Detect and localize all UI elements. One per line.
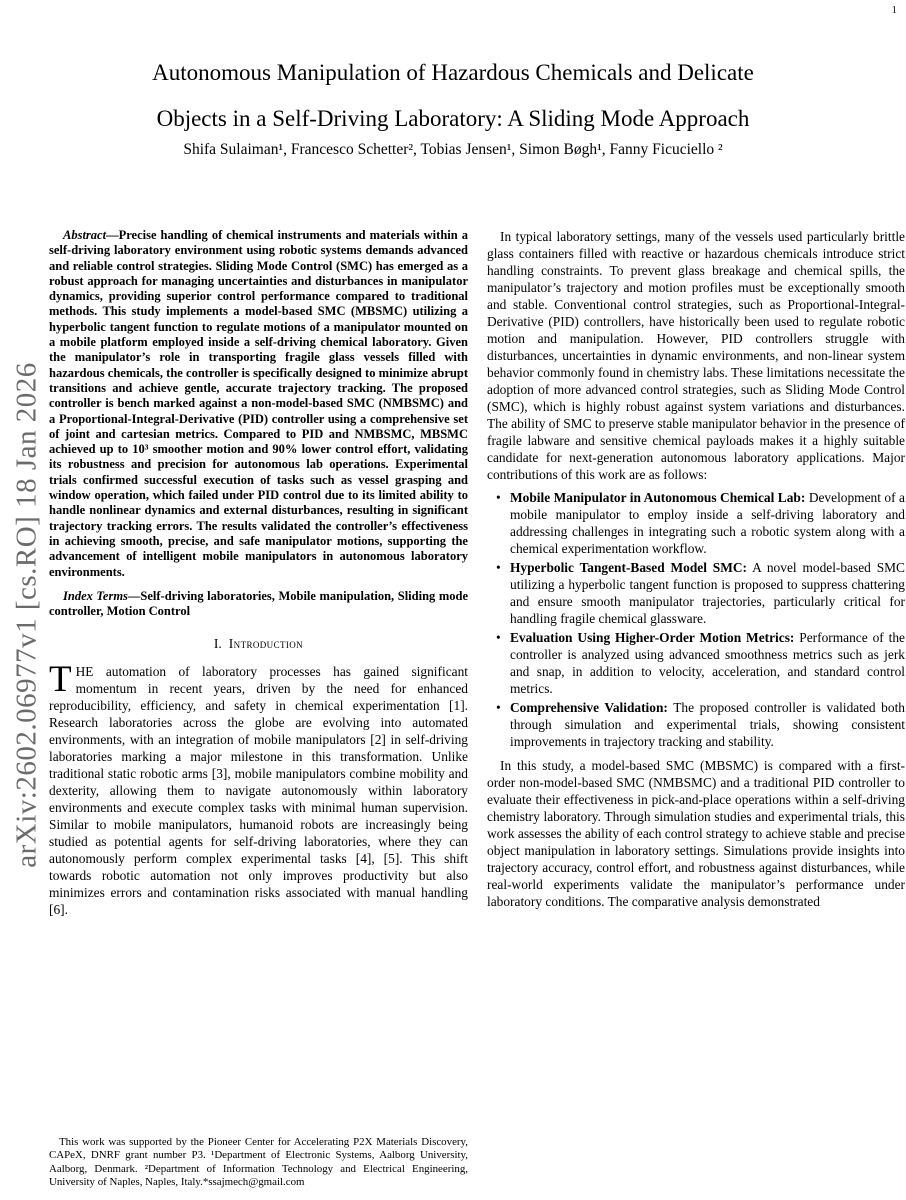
left-column [49, 228, 468, 918]
paper-title [43, 50, 863, 142]
paper-title-line1: Autonomous Manipulation of Hazardous Chemicals and Delicate [152, 60, 754, 85]
contribution-3-lead: Evaluation Using Higher-Order Motion Metrics: [510, 630, 795, 645]
footnote: This work was supported by the Pioneer Center for Accelerating P2X Materials Discovery, CAPeX, DNRF grant number P3. ¹Department of Electronic Systems, Aalborg University, Aalborg, Denmark. ²Department of Information Technology and Electrical Engineering, University of Naples, Naples, Italy.*ssajmech@gmail.com [49, 1136, 468, 1189]
index-terms-paragraph [49, 589, 468, 620]
index-terms-label: Index Terms [63, 588, 128, 603]
contribution-1-lead: Mobile Manipulator in Autonomous Chemical Lab: [510, 490, 806, 505]
contribution-item-1 [496, 489, 905, 557]
contribution-4-lead: Comprehensive Validation: [510, 700, 668, 715]
drop-cap: T [49, 659, 72, 701]
contribution-1-text: Development of a mobile manipulator to employ inside a self-driving laboratory and addressing challenges in integrating such a robotic system along with a chemical experimentation workflow. [510, 490, 905, 556]
intro-paragraph-text: HE automation of laboratory processes has gained significant momentum in recent years, driven by the need for enhanced reproducibility, efficiency, and safety in chemical experimentation [1]. Research laboratories across the globe are evolving into automated environments, with an integration of mobile manipulators [2] in self-driving laboratories marking a major milestone in this transformation. Unlike traditional static robotic arms [3], mobile manipulators combine mobility and dexterity, allowing them to navigate autonomously within laboratory environments and execute complex tasks with minimal human supervision. Similar to mobile manipulators, humanoid robots are increasingly being studied as potential agents for self-driving laboratories, where they can autonomously perform complex experimental tasks [4], [5]. This shift towards robotic automation not only improves productivity but also minimizes errors and contamination risks associated with manual handling [6]. [49, 664, 468, 918]
section-number: I. [213, 636, 222, 652]
right-paragraph-2: In this study, a model-based SMC (MBSMC) is compared with a first-order non-model-based SMC (NMBSMC) and a traditional PID controller to evaluate their effectiveness in pick-and-place operations within a self-driving chemistry laboratory. Through simulation studies and experimental trials, this work assesses the ability of each control strategy to achieve stable and precise object manipulation in laboratory settings. Simulations provide insights into trajectory accuracy, control effort, and robustness against disturbances, while real-world experiments validate the manipulator’s performance under laboratory conditions. The comparative analysis demonstrated [487, 758, 905, 909]
arxiv-watermark: arXiv:2602.06977v1 [cs.RO] 18 Jan 2026 [10, 362, 43, 868]
abstract-paragraph [49, 228, 468, 580]
contribution-2-text: A novel model-based SMC utilizing a hyperbolic tangent function is proposed to suppress chattering and ensure smooth manipulator trajectories, particularly critical for handling fragile chemical glassware. [510, 560, 905, 626]
section-title: Introduction [228, 636, 304, 652]
right-paragraph-1: In typical laboratory settings, many of the vessels used particularly brittle glass containers filled with reactive or hazardous chemicals introduce strict handling constraints. To prevent glass breakage and chemical spills, the manipulator’s trajectory and motion profiles must be exceptionally smooth and stable. Conventional control strategies, such as Proportional-Integral-Derivative (PID) controllers, have historically been used to regulate robotic motion and manipulation. However, PID controllers struggle with disturbances, uncertainties in dynamic environments, and non-linear system behavior commonly found in chemistry labs. These limitations necessitate the adoption of more advanced control strategies, such as Sliding Mode Control (SMC), which is highly robust against system variations and disturbances. The ability of SMC to preserve stable manipulator behavior in the presence of fragile labware and sensitive chemical payloads makes it a highly suitable candidate for next-generation autonomous laboratory applications. Major contributions of this work are as follows: [487, 229, 905, 482]
contribution-list [496, 489, 905, 750]
index-terms-text: —Self-driving laboratories, Mobile manipulation, Sliding mode controller, Motion Control [49, 588, 468, 619]
contribution-item-3 [496, 629, 905, 697]
abstract-label: Abstract [63, 228, 107, 242]
right-column [487, 228, 905, 910]
intro-paragraph [49, 659, 468, 918]
page-number: 1 [891, 4, 897, 16]
contribution-2-lead: Hyperbolic Tangent-Based Model SMC: [510, 560, 747, 575]
contribution-item-4 [496, 699, 905, 750]
contribution-4-text: The proposed controller is validated both through simulation and experimental trials, showing consistent improvements in trajectory tracking and stability. [510, 700, 905, 749]
authors-line: Shifa Sulaiman¹, Francesco Schetter², Tobias Jensen¹, Simon Bøgh¹, Fanny Ficuciello ² [183, 141, 723, 158]
abstract-text: —Precise handling of chemical instruments and materials within a self-driving laboratory environment using robotic systems demands advanced and reliable control strategies. Sliding Mode Control (SMC) has emerged as a robust approach for managing uncertainties and disturbances in manipulator dynamics, providing superior control performance compared to traditional methods. This study implements a model-based SMC (MBSMC) utilizing a hyperbolic tangent function to regulate motions of a manipulator mounted on a mobile platform employed inside a self-driving chemical laboratory. Given the manipulator’s role in transporting fragile glass vessels filled with hazardous chemicals, the controller is specifically designed to minimize abrupt transitions and achieve gentle, accurate trajectory tracking. The proposed controller is bench marked against a non-model-based SMC (NMBSMC) and a Proportional-Integral-Derivative (PID) controller using a comprehensive set of joint and cartesian metrics. Compared to PID and NMBSMC, MBSMC achieved up to 10³ smoother motion and 90% lower control effort, validating its robustness and precision for autonomous lab operations. Experimental trials confirmed successful execution of tasks such as vessel grasping and window operation, which failed under PID control due to its limited ability to handle nonlinear dynamics and external disturbances, resulting in significant trajectory tracking errors. The results validated the controller’s effectiveness in achieving smooth, precise, and safe manipulator motions, supporting the advancement of intelligent mobile manipulators in autonomous laboratory environments. [49, 228, 468, 579]
section-heading-introduction [49, 636, 468, 652]
contribution-3-text: Performance of the controller is analyzed using advanced smoothness metrics such as jerk and snap, in addition to velocity, acceleration, and standard control metrics. [510, 630, 905, 696]
contribution-item-2 [496, 559, 905, 627]
paper-title-line2: Objects in a Self-Driving Laboratory: A Sliding Mode Approach [156, 106, 750, 131]
